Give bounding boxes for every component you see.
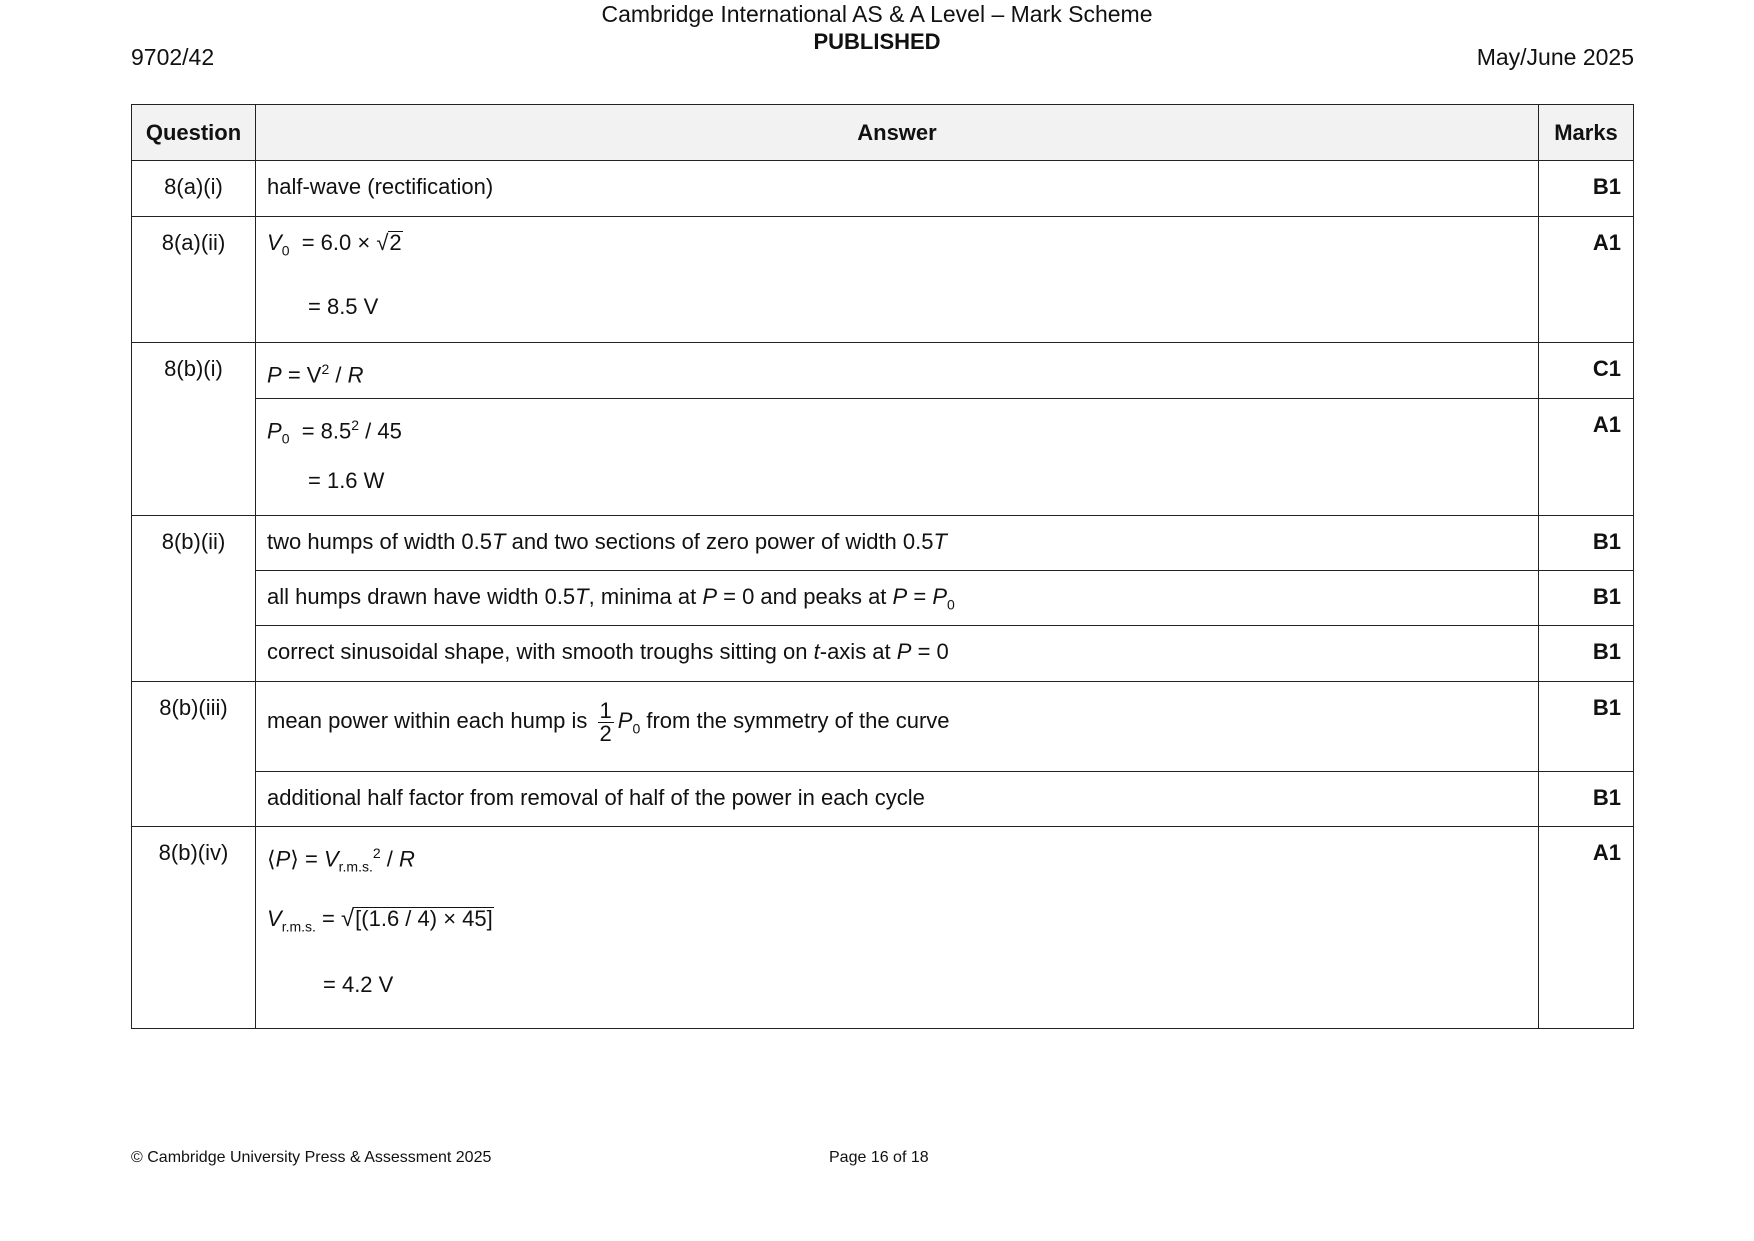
marks-column-header: Marks [1539, 105, 1634, 161]
table-header-row [132, 105, 1634, 161]
answer-text: two humps of width 0.5 [267, 529, 493, 554]
answer-cell [256, 343, 1539, 399]
mark-cell: A1 [1539, 827, 1634, 1029]
answer-text: from the symmetry of the curve [640, 708, 950, 733]
mark-cell: A1 [1539, 399, 1634, 516]
mark-scheme-table [131, 104, 1634, 1029]
answer-text: = 8.5 [301, 418, 352, 444]
copyright-notice: © Cambridge University Press & Assessment 2025 [131, 1149, 492, 1166]
answer-text: = V [287, 362, 322, 388]
document-title: Cambridge International AS & A Level – Mark Scheme [601, 1, 1153, 27]
answer-text: = 0 [911, 639, 949, 664]
answer-cell [256, 682, 1539, 772]
question-number: 8(b)(ii) [132, 516, 256, 682]
answer-line: two humps of width 0.5T and two sections of zero power of width 0.5T [267, 529, 947, 554]
answer-text: / 45 [359, 418, 402, 444]
answer-line: all humps drawn have width 0.5T, minima at P = 0 and peaks at $P = P_0$ [267, 584, 955, 613]
table-row [132, 827, 1634, 1029]
answer-text: = 8.5 V [308, 294, 379, 319]
mark-cell: B1 [1539, 516, 1634, 571]
table-row [132, 626, 1634, 682]
answer-text: = 6.0 × [301, 230, 377, 255]
sqrt-radicand: [(1.6 / 4) × 45] [355, 906, 493, 931]
answer-text: half-wave (rectification) [267, 174, 494, 199]
answer-text: / [380, 846, 399, 872]
answer-line: $P_0 = 8.5^2 / 45$ [267, 417, 402, 447]
mark-cell: B1 [1539, 571, 1634, 626]
answer-line [267, 294, 1527, 320]
answer-line: correct sinusoidal shape, with smooth troughs sitting on t-axis at P = 0 [267, 639, 949, 664]
question-column-header: Question [132, 105, 256, 161]
answer-text: , minima at [588, 584, 703, 609]
table-row [132, 161, 1634, 217]
answer-line [267, 972, 1527, 998]
mark-cell: B1 [1539, 161, 1634, 217]
table-row [132, 772, 1634, 827]
answer-text: mean power within each hump is [267, 708, 594, 733]
question-number: 8(b)(iii) [132, 682, 256, 827]
paper-code: 9702/42 [131, 44, 215, 70]
answer-line: $V_{r.m.s.} = √[(1.6 / 4) \times 45]$ [267, 905, 493, 935]
table-row [132, 217, 1634, 343]
answer-line: mean power within each hump is $\frac{1}{2}$ $P_0$ from the symmetry of the curve [267, 697, 950, 746]
answer-text: -axis at [819, 639, 897, 664]
exam-session: May/June 2025 [1476, 44, 1634, 70]
answer-text: and two sections of zero power of width 0.5 [505, 529, 934, 554]
answer-cell [256, 217, 1539, 343]
answer-cell [256, 827, 1539, 1029]
answer-cell [256, 399, 1539, 516]
answer-text: additional half factor from removal of half of the power in each cycle [267, 785, 925, 810]
table-row [132, 571, 1634, 626]
table-row [132, 516, 1634, 571]
page-number: Page 16 of 18 [829, 1149, 929, 1166]
question-number: 8(a)(ii) [132, 217, 256, 343]
question-number: 8(b)(i) [132, 343, 256, 516]
answer-line: $P = V^2 / R$ [267, 361, 364, 388]
answer-cell [256, 571, 1539, 626]
answer-line: ⟨P⟩ = $V_{r.m.s.}^2$ / R [267, 845, 415, 875]
table-row [132, 682, 1634, 772]
answer-line: $V_0 = 6.0 \times √2$ [267, 230, 402, 259]
answer-cell [256, 626, 1539, 682]
published-label: PUBLISHED [813, 29, 941, 54]
answer-text: = 1.6 W [308, 468, 385, 493]
answer-text: correct sinusoidal shape, with smooth troughs sitting on [267, 639, 814, 664]
mark-cell: C1 [1539, 343, 1634, 399]
mark-cell: B1 [1539, 682, 1634, 772]
mark-cell: B1 [1539, 772, 1634, 827]
question-number: 8(b)(iv) [132, 827, 256, 1029]
answer-text: = 0 and peaks at [717, 584, 893, 609]
sqrt-radicand: 2 [389, 230, 402, 255]
mark-cell: B1 [1539, 626, 1634, 682]
fraction-one-half: $\frac{1}{2}$ [599, 697, 612, 746]
table-row [132, 399, 1634, 516]
answer-text: = 4.2 V [323, 972, 394, 997]
answer-cell [256, 161, 1539, 217]
table-row [132, 343, 1634, 399]
answer-text: all humps drawn have width 0.5 [267, 584, 576, 609]
mark-cell: A1 [1539, 217, 1634, 343]
question-number: 8(a)(i) [132, 161, 256, 217]
answer-cell [256, 772, 1539, 827]
answer-cell [256, 516, 1539, 571]
answer-line [267, 468, 1527, 494]
answer-column-header: Answer [256, 105, 1539, 161]
